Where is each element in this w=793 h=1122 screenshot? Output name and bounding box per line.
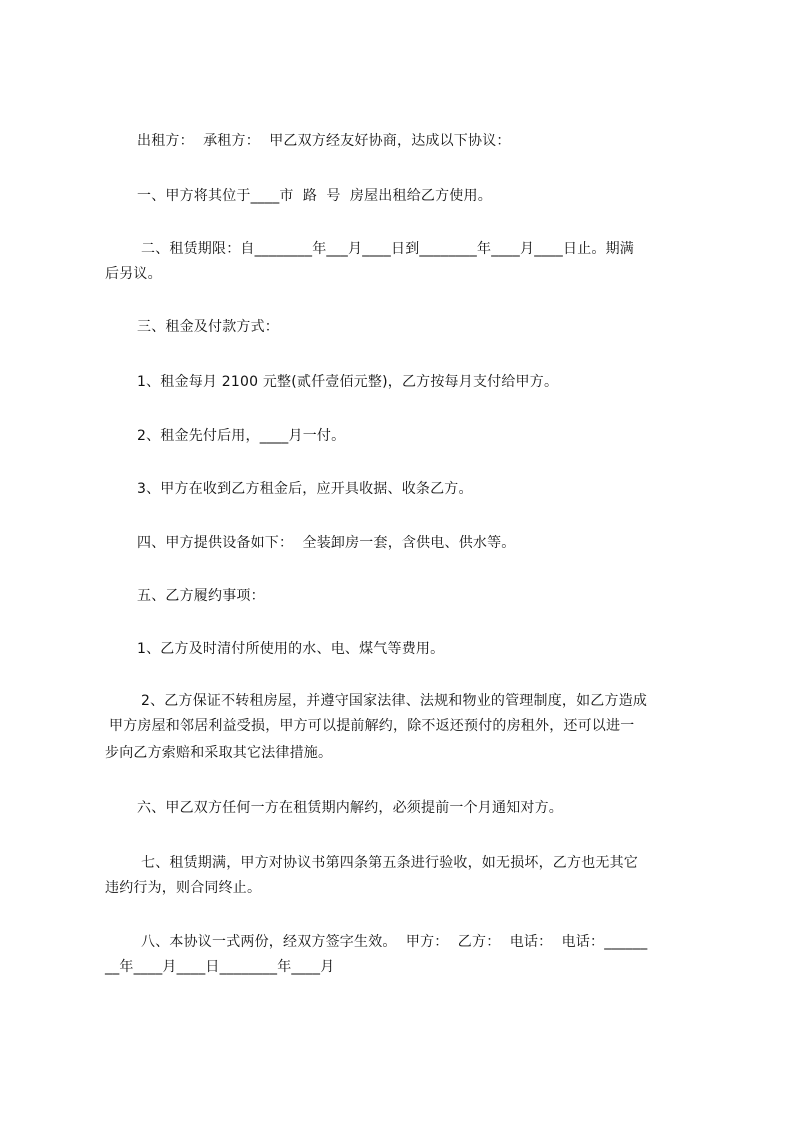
opening-parties-line: 出租方： 承租方： 甲乙双方经友好协商，达成以下协议： [137, 133, 511, 149]
clause-5-item-2-line-2: 甲方房屋和邻居利益受损，甲方可以提前解约，除不返还预付的房租外，还可以进一 [109, 718, 635, 734]
clause-5-obligations-heading: 五、乙方履约事项： [137, 588, 265, 604]
clause-3-item-2-payment-cycle: 2、租金先付后用，____月一付。 [137, 428, 346, 444]
clause-5-item-1-utilities: 1、乙方及时清付所使用的水、电、煤气等费用。 [137, 641, 445, 657]
clause-4-equipment: 四、甲方提供设备如下： 全装卸房一套，含供电、供水等。 [137, 535, 516, 551]
clause-5-item-2-line-3: 步向乙方索赔和采取其它法律措施。 [105, 745, 333, 761]
clause-3-item-1-monthly-rent: 1、租金每月 2100 元整(贰仟壹佰元整)，乙方按每月支付给甲方。 [137, 374, 559, 390]
clause-7-expiry-line-1: 七、租赁期满，甲方对协议书第四条第五条进行验收，如无损坏，乙方也无其它 [141, 855, 638, 871]
clause-3-rent-heading: 三、租金及付款方式： [137, 319, 279, 335]
clause-8-signatures-line-1: 八、本协议一式两份，经双方签字生效。 甲方： 乙方： 电话： 电话：______ [141, 934, 648, 950]
clause-5-item-2-line-1: 2、乙方保证不转租房屋，并遵守国家法律、法规和物业的管理制度，如乙方造成 [141, 693, 648, 709]
clause-2-lease-term-line-2: 后另议。 [105, 266, 162, 282]
clause-1-premises: 一、甲方将其位于____市 路 号 房屋出租给乙方使用。 [137, 188, 492, 204]
clause-6-early-termination: 六、甲乙双方任何一方在租赁期内解约，必须提前一个月通知对方。 [137, 800, 563, 816]
clause-3-item-3-receipt: 3、甲方在收到乙方租金后，应开具收据、收条乙方。 [137, 481, 473, 497]
clause-8-dates-line-2: __年____月____日________年____月 [105, 959, 335, 975]
clause-2-lease-term-line-1: 二、租赁期限：自________年___月____日到________年____月____日止。期满 [141, 241, 634, 257]
clause-7-expiry-line-2: 违约行为，则合同终止。 [105, 880, 262, 896]
